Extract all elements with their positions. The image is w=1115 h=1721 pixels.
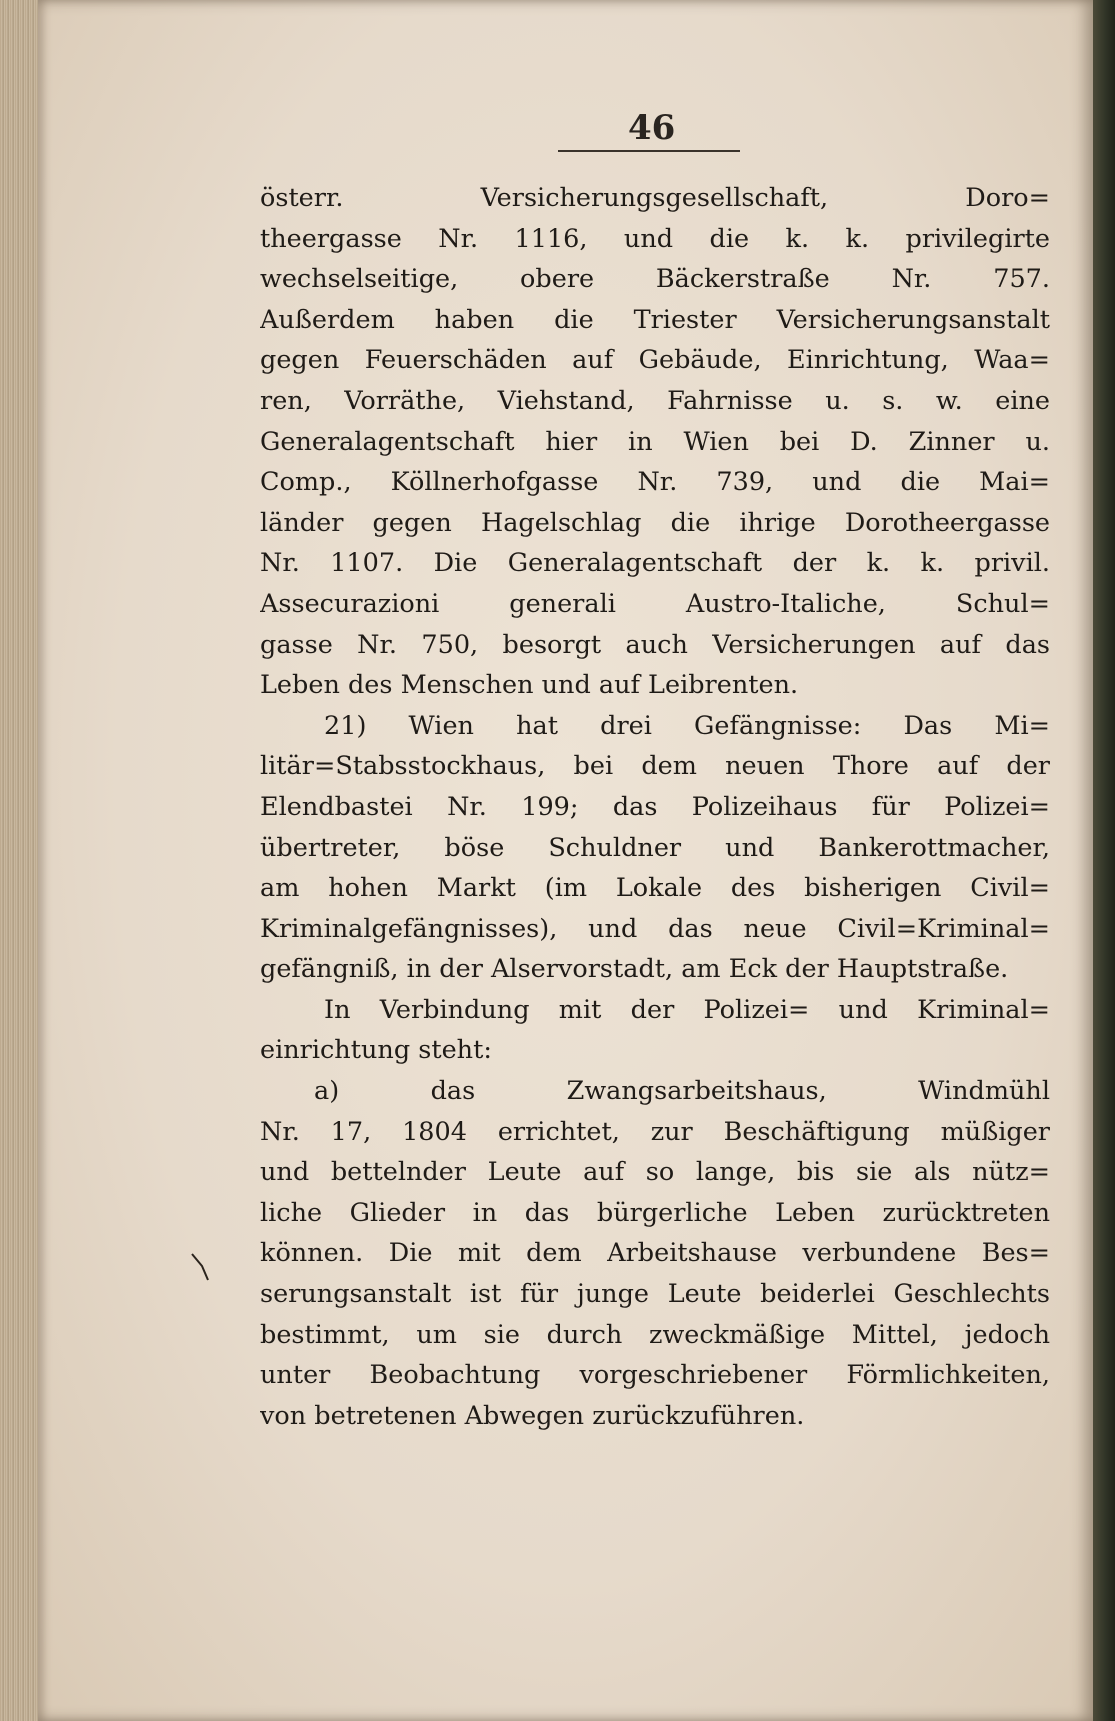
text-line: Außerdem haben die Triester Versicherungsanstalt bbox=[260, 304, 1050, 335]
text-line: liche Glieder in das bürgerliche Leben zurücktreten bbox=[260, 1197, 1050, 1228]
text-line: Elendbastei Nr. 199; das Polizeihaus für Polizei= bbox=[260, 791, 1050, 822]
text-line: Nr. 17, 1804 errichtet, zur Beschäftigung müßiger bbox=[260, 1116, 1050, 1147]
text-line: Leben des Menschen und auf Leibrenten. bbox=[260, 670, 799, 701]
text-line: ren, Vorräthe, Viehstand, Fahrnisse u. s. w. eine bbox=[260, 385, 1050, 416]
text-line: wechselseitige, obere Bäckerstraße Nr. 757. bbox=[260, 264, 1050, 295]
text-line: von betretenen Abwegen zurückzuführen. bbox=[260, 1400, 805, 1431]
book-cover-edge bbox=[1093, 0, 1115, 1721]
text-line: Generalagentschaft hier in Wien bei D. Zinner u. bbox=[260, 426, 1050, 457]
text-line: litär=Stabsstockhaus, bei dem neuen Thore auf der bbox=[260, 751, 1050, 782]
page-edges bbox=[0, 0, 40, 1721]
section-21-line: 21) Wien hat drei Gefängnisse: Das Mi= bbox=[324, 710, 1050, 741]
text-line: gasse Nr. 750, besorgt auch Versicherungen auf das bbox=[260, 629, 1050, 660]
text-line: bestimmt, um sie durch zweckmäßige Mittel, jedoch bbox=[260, 1319, 1050, 1350]
page-number: 46 bbox=[628, 108, 676, 148]
text-line: und bettelnder Leute auf so lange, bis sie als nütz= bbox=[260, 1157, 1050, 1188]
paragraph-start-line: In Verbindung mit der Polizei= und Kriminal= bbox=[324, 994, 1050, 1025]
text-line: Comp., Köllnerhofgasse Nr. 739, und die Mai= bbox=[260, 467, 1050, 498]
text-line: gefängniß, in der Alservorstadt, am Eck der Hauptstraße. bbox=[260, 954, 1009, 985]
text-line: Assecurazioni generali Austro-Italiche, Schul= bbox=[260, 588, 1050, 619]
text-line: einrichtung steht: bbox=[260, 1035, 492, 1066]
text-line: Kriminalgefängnisses), und das neue Civil=Kriminal= bbox=[260, 913, 1050, 944]
text-line: Nr. 1107. Die Generalagentschaft der k. k. privil. bbox=[260, 548, 1050, 579]
text-line: gegen Feuerschäden auf Gebäude, Einrichtung, Waa= bbox=[260, 345, 1050, 376]
item-a-line: a) das Zwangsarbeitshaus, Windmühl bbox=[314, 1076, 1050, 1107]
body-text bbox=[260, 178, 1050, 1436]
book-page bbox=[38, 0, 1093, 1721]
text-line: länder gegen Hagelschlag die ihrige Dorotheergasse bbox=[260, 507, 1050, 538]
text-line: theergasse Nr. 1116, und die k. k. privilegirte bbox=[260, 223, 1050, 254]
margin-pencil-mark bbox=[188, 1250, 218, 1286]
text-line: übertreter, böse Schuldner und Bankerottmacher, bbox=[260, 832, 1050, 863]
text-line: können. Die mit dem Arbeitshause verbundene Bes= bbox=[260, 1238, 1050, 1269]
text-line: serungsanstalt ist für junge Leute beiderlei Geschlechts bbox=[260, 1279, 1050, 1310]
text-line: am hohen Markt (im Lokale des bisherigen Civil= bbox=[260, 873, 1050, 904]
header-rule bbox=[558, 150, 740, 152]
text-line: unter Beobachtung vorgeschriebener Förmlichkeiten, bbox=[260, 1360, 1050, 1391]
text-line: österr. Versicherungsgesellschaft, Doro= bbox=[260, 183, 1050, 213]
